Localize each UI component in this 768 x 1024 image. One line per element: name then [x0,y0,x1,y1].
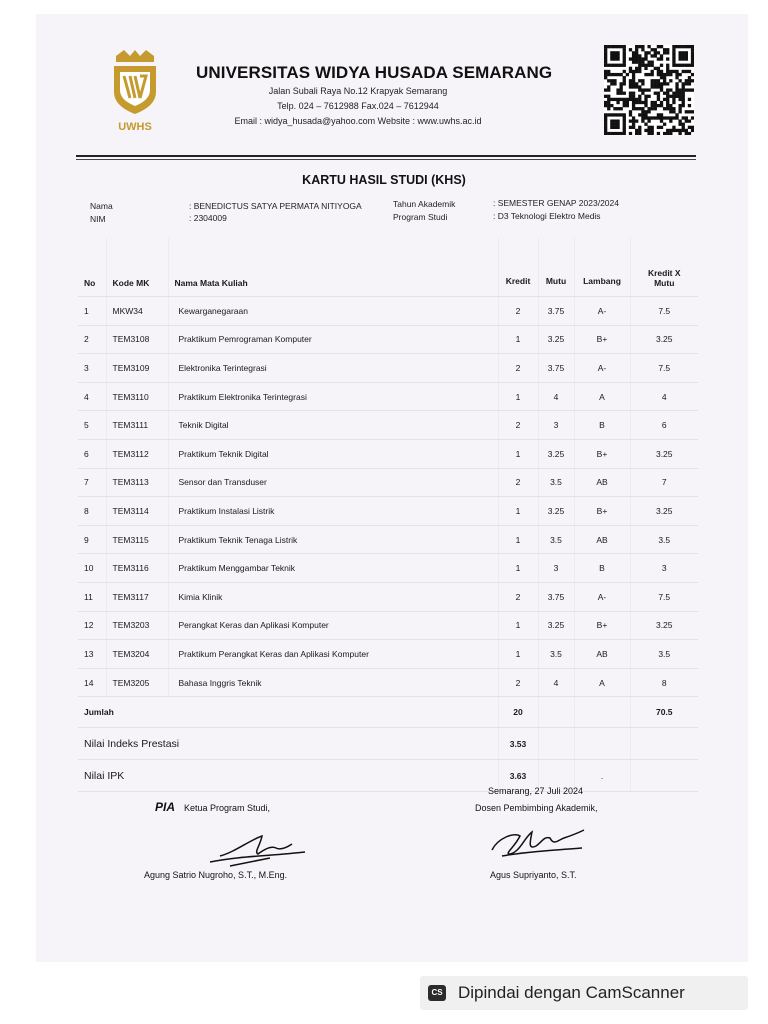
cell-symbol: B+ [574,439,630,468]
cell-cxq: 7 [630,468,698,497]
total-credit: 20 [498,697,538,728]
cell-no: 11 [78,582,106,611]
right-role: Dosen Pembimbing Akademik, [475,803,598,813]
cell-no: 5 [78,411,106,440]
name-label: Nama [90,201,113,211]
header-divider [76,155,696,157]
cell-cxq: 3.25 [630,497,698,526]
header-code: Kode MK [106,238,168,297]
cell-credit: 2 [498,297,538,326]
cell-no: 7 [78,468,106,497]
cell-name: Praktikum Teknik Tenaga Listrik [168,525,498,554]
cell-name: Kewarganegaraan [168,297,498,326]
table-row [78,297,698,326]
cell-quality: 4 [538,668,574,697]
cell-quality: 3.25 [538,325,574,354]
table-row [78,325,698,354]
header-symbol: Lambang [574,238,630,297]
ip-value: 3.53 [498,728,538,760]
ip-label: Nilai Indeks Prestasi [78,728,498,760]
cell-code: TEM3108 [106,325,168,354]
cell-name: Praktikum Elektronika Terintegrasi [168,382,498,411]
cell-symbol: AB [574,525,630,554]
cell-cxq: 3.5 [630,525,698,554]
table-header-row [78,238,698,297]
cell-code: TEM3109 [106,354,168,383]
cell-code: TEM3113 [106,468,168,497]
cell-name: Sensor dan Transduser [168,468,498,497]
nim-label: NIM [90,214,106,224]
university-logo [110,50,160,134]
cell-symbol: A- [574,582,630,611]
table-row [78,525,698,554]
table-row [78,640,698,669]
university-name: UNIVERSITAS WIDYA HUSADA SEMARANG [196,63,553,82]
cell-cxq: 8 [630,668,698,697]
cell-code: TEM3205 [106,668,168,697]
right-name: Agus Supriyanto, S.T. [490,870,577,880]
left-name: Agung Satrio Nugroho, S.T., M.Eng. [144,870,288,880]
header-divider-thin [76,159,696,160]
cell-code: TEM3117 [106,582,168,611]
cell-cxq: 3.25 [630,325,698,354]
cell-quality: 3.25 [538,439,574,468]
total-credit-x-quality: 70.5 [630,697,698,728]
cell-symbol: A [574,382,630,411]
cell-credit: 2 [498,668,538,697]
cell-quality: 3.75 [538,354,574,383]
cell-quality: 3.5 [538,468,574,497]
header-cxq-line2: Mutu [654,278,675,288]
ipk-dot: . [574,760,630,792]
table-row [78,582,698,611]
cell-symbol: AB [574,640,630,669]
ipk-value: 3.63 [498,760,538,792]
cell-quality: 3 [538,411,574,440]
qr-code [604,45,694,135]
cell-cxq: 7.5 [630,582,698,611]
cell-symbol: A [574,668,630,697]
cell-credit: 2 [498,468,538,497]
cell-code: TEM3111 [106,411,168,440]
academic-year-label: Tahun Akademik [393,199,456,209]
cell-code: TEM3114 [106,497,168,526]
cell-credit: 1 [498,611,538,640]
logo-text: UWHS [118,121,152,133]
cell-credit: 1 [498,497,538,526]
cell-code: MKW34 [106,297,168,326]
header-no: No [78,238,106,297]
left-role: Ketua Program Studi, [184,803,271,813]
cell-code: TEM3112 [106,439,168,468]
cell-symbol: AB [574,468,630,497]
cell-code: TEM3115 [106,525,168,554]
cell-symbol: B [574,554,630,583]
ipk-row [78,760,698,792]
total-label: Jumlah [78,697,498,728]
right-signature [484,818,594,862]
cell-credit: 1 [498,525,538,554]
cell-cxq: 7.5 [630,297,698,326]
table-row [78,382,698,411]
table-row [78,468,698,497]
cell-no: 10 [78,554,106,583]
header-credit: Kredit [498,238,538,297]
header-credit-x-quality [630,238,698,297]
left-signature [200,826,310,874]
cell-symbol: A- [574,297,630,326]
cell-no: 6 [78,439,106,468]
table-row [78,354,698,383]
total-row [78,697,698,728]
cell-name: Kimia Klinik [168,582,498,611]
academic-year-value: : SEMESTER GENAP 2023/2024 [493,198,619,208]
cell-credit: 1 [498,382,538,411]
camscanner-icon: CS [428,985,446,1001]
cell-quality: 3 [538,554,574,583]
table-row [78,554,698,583]
cell-no: 2 [78,325,106,354]
cell-cxq: 3.25 [630,611,698,640]
cell-cxq: 6 [630,411,698,440]
nim-value: : 2304009 [189,213,227,223]
program-label: Program Studi [393,212,448,222]
university-phone: Telp. 024 – 7612988 Fax.024 – 7612944 [277,101,439,111]
cell-name: Praktikum Teknik Digital [168,439,498,468]
cell-no: 14 [78,668,106,697]
cell-code: TEM3203 [106,611,168,640]
name-value: : BENEDICTUS SATYA PERMATA NITIYOGA [189,201,362,211]
cell-cxq: 7.5 [630,354,698,383]
cell-credit: 2 [498,354,538,383]
cell-name: Elektronika Terintegrasi [168,354,498,383]
header-course-name: Nama Mata Kuliah [168,238,498,297]
cell-quality: 3.75 [538,582,574,611]
cell-no: 3 [78,354,106,383]
cell-no: 9 [78,525,106,554]
cell-cxq: 3 [630,554,698,583]
table-row [78,497,698,526]
cell-name: Praktikum Pemrograman Komputer [168,325,498,354]
left-initials: PIA [155,800,176,814]
cell-quality: 3.25 [538,497,574,526]
right-date: Semarang, 27 Juli 2024 [488,786,584,796]
document-title: KARTU HASIL STUDI (KHS) [302,173,466,187]
cell-credit: 2 [498,582,538,611]
cell-cxq: 3.25 [630,439,698,468]
cell-credit: 1 [498,554,538,583]
table-row [78,611,698,640]
cell-no: 12 [78,611,106,640]
ip-row [78,728,698,760]
cell-name: Praktikum Instalasi Listrik [168,497,498,526]
cell-name: Bahasa Inggris Teknik [168,668,498,697]
cell-symbol: B+ [574,497,630,526]
cell-symbol: A- [574,354,630,383]
cell-credit: 1 [498,640,538,669]
cell-credit: 1 [498,325,538,354]
cell-name: Teknik Digital [168,411,498,440]
cell-quality: 3.25 [538,611,574,640]
cell-code: TEM3204 [106,640,168,669]
cell-quality: 4 [538,382,574,411]
cell-cxq: 3.5 [630,640,698,669]
cell-symbol: B [574,411,630,440]
table-row [78,439,698,468]
ipk-label: Nilai IPK [78,760,498,792]
university-contact: Email : widya_husada@yahoo.com Website : www.uwhs.ac.id [234,116,482,126]
cell-credit: 1 [498,439,538,468]
cell-cxq: 4 [630,382,698,411]
table-row [78,668,698,697]
cell-symbol: B+ [574,325,630,354]
cell-code: TEM3116 [106,554,168,583]
cell-no: 4 [78,382,106,411]
table-row [78,411,698,440]
header-quality: Mutu [538,238,574,297]
cell-no: 8 [78,497,106,526]
cell-quality: 3.75 [538,297,574,326]
cell-quality: 3.5 [538,640,574,669]
cell-credit: 2 [498,411,538,440]
header-cxq-line1: Kredit X [647,268,681,278]
cell-name: Praktikum Menggambar Teknik [168,554,498,583]
scanner-text: Dipindai dengan CamScanner [458,983,685,1002]
university-address: Jalan Subali Raya No.12 Krapyak Semarang [268,86,448,96]
program-value: : D3 Teknologi Elektro Medis [493,211,601,221]
cell-no: 13 [78,640,106,669]
cell-name: Praktikum Perangkat Keras dan Aplikasi Komputer [168,640,498,669]
cell-quality: 3.5 [538,525,574,554]
cell-symbol: B+ [574,611,630,640]
cell-name: Perangkat Keras dan Aplikasi Komputer [168,611,498,640]
grades-table [78,238,698,792]
cell-no: 1 [78,297,106,326]
cell-code: TEM3110 [106,382,168,411]
